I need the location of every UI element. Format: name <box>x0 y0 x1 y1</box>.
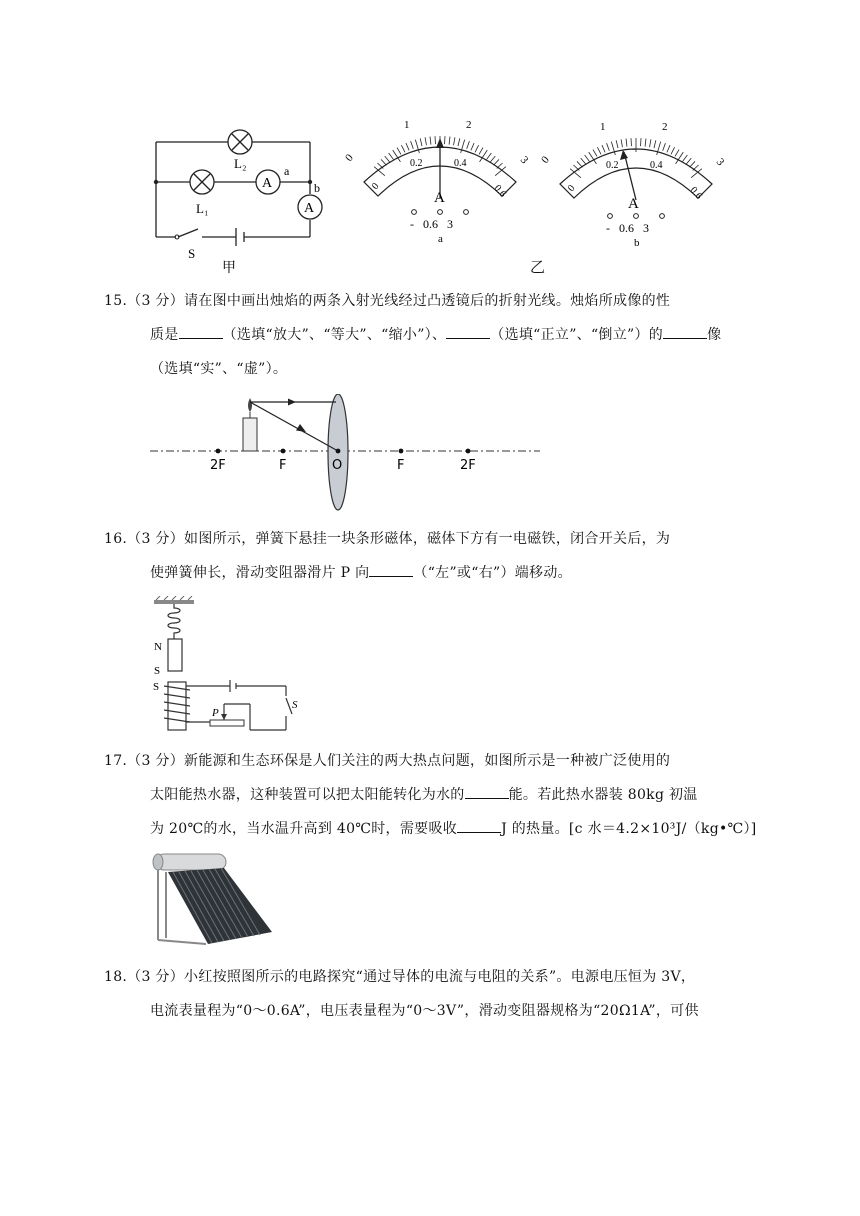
terminals-b: - 0.6 3 <box>606 221 649 235</box>
question-16 <box>104 522 734 590</box>
answer-blank[interactable] <box>369 562 413 577</box>
scale-bot-0: 0 <box>369 181 382 192</box>
dial-tick <box>654 140 656 148</box>
label-f-left: F <box>279 458 287 473</box>
q18-line1: 18.（3 分）小红按照图所示的电路探究“通过导体的电流与电阻的关系”。电源电压恒为 3V， <box>104 969 696 985</box>
dial-tick <box>449 137 450 145</box>
label-switch: S <box>292 699 298 711</box>
meter-a-label: a <box>438 233 443 245</box>
scale-top-0: 0 <box>343 152 356 164</box>
answer-blank[interactable] <box>457 818 501 833</box>
dial-tick <box>377 163 383 168</box>
scale-bot-04: 0.4 <box>650 160 663 171</box>
dial-tick <box>693 165 699 170</box>
dial-tick <box>602 145 605 152</box>
bar-magnet <box>168 639 182 671</box>
q17-line3: 为 20℃的水，当水温升高到 40℃时，需要吸收 J 的热量。[c 水＝4.2×10³J/（kg•℃）] <box>104 812 734 846</box>
label-n: N <box>154 641 162 653</box>
dial-tick <box>616 140 618 148</box>
dial-tick <box>494 159 499 165</box>
dial-tick <box>667 145 670 152</box>
dial-tick <box>430 137 431 145</box>
dial-tick <box>645 139 646 147</box>
incident-ray-center <box>250 402 338 451</box>
meter-b-label: b <box>634 237 640 249</box>
unit-b: A <box>628 196 639 212</box>
dial-tick <box>487 153 492 159</box>
q17-line2: 太阳能热水器，这种装置可以把太阳能转化为水的 能。若此热水器装 80kg 初温 <box>104 778 734 812</box>
label-s-coil: S <box>153 681 160 693</box>
scale-bot-0: 0 <box>565 183 578 194</box>
ammeter-a-symbol: A <box>262 176 273 191</box>
ammeter-b-symbol: A <box>304 201 315 216</box>
dial-tick <box>475 145 479 152</box>
label-l2: L₂ <box>234 156 247 171</box>
dial-tick <box>683 155 688 161</box>
caption-jia: 甲 <box>222 261 236 276</box>
q15-line1: 15.（3 分）请在图中画出烛焰的两条入射光线经过凸透镜后的折射光线。烛焰所成像的性 <box>104 293 671 309</box>
ammeter-dial-b <box>538 112 734 252</box>
scale-bot-02: 0.2 <box>606 160 619 171</box>
q15-line2: 质是 （选填“放大”、“等大”、“缩小”）、 （选填“正立”、“倒立”）的 像 <box>104 318 734 352</box>
dial-tick <box>397 148 401 155</box>
scale-bot-06: 0.6 <box>491 182 509 200</box>
dial-tick <box>675 150 679 157</box>
dial-tick <box>467 141 470 149</box>
scale-top-1: 1 <box>404 119 410 131</box>
scale-top-0: 0 <box>539 154 552 166</box>
ammeter-dial-a <box>342 110 538 250</box>
dial-tick <box>411 141 414 149</box>
dial-tick <box>577 161 582 167</box>
candle <box>243 418 257 451</box>
label-p: P <box>212 707 219 719</box>
label-b: b <box>314 181 320 195</box>
label-s-magnet: S <box>154 665 161 677</box>
needle-b <box>624 152 636 200</box>
dial-tick <box>607 143 610 151</box>
scale-top-2: 2 <box>466 119 472 131</box>
scale-bot-04: 0.4 <box>454 158 467 169</box>
scale-bot-06: 0.6 <box>687 184 705 202</box>
dial-tick <box>381 159 386 165</box>
q16-line1: 16.（3 分）如图所示，弹簧下悬挂一块条形磁体，磁体下方有一电磁铁，闭合开关后，为 <box>104 531 671 547</box>
q16-line2: 使弹簧伸长，滑动变阻器滑片 P 向 （“左”或“右”）端移动。 <box>104 556 734 590</box>
water-tank <box>156 854 226 870</box>
dial-tick <box>593 150 597 157</box>
label-2f-left: 2F <box>210 458 226 473</box>
dial-tick <box>385 156 390 162</box>
question-18 <box>104 960 734 1028</box>
label-a: a <box>284 164 290 178</box>
scale-top-2: 2 <box>662 121 668 133</box>
answer-blank[interactable] <box>446 324 490 339</box>
dial-tick <box>454 137 455 145</box>
dial-tick <box>471 143 474 150</box>
flame-icon <box>248 398 252 412</box>
answer-blank[interactable] <box>663 324 707 339</box>
label-l1: L₁ <box>196 201 209 216</box>
dial-tick <box>585 155 590 161</box>
dial-tick <box>621 139 622 147</box>
question-17 <box>104 744 757 846</box>
question-15 <box>104 284 734 386</box>
dial-tick <box>479 148 483 155</box>
label-o: O <box>332 458 343 473</box>
circuit-diagram-jia <box>148 120 324 280</box>
scale-top-1: 1 <box>600 121 606 133</box>
dial-tick <box>581 158 586 164</box>
dial-tick <box>690 161 695 167</box>
dial-tick <box>406 143 409 150</box>
label-switch-s: S <box>188 246 196 261</box>
dial-tick <box>671 147 675 154</box>
dial-tick <box>663 143 666 151</box>
dial-tick <box>401 145 405 152</box>
scale-top-3: 3 <box>517 154 531 167</box>
scale-bot-02: 0.2 <box>410 158 423 169</box>
rheostat <box>210 720 244 726</box>
solar-water-heater-image <box>146 848 276 948</box>
ceiling <box>154 600 194 604</box>
answer-blank[interactable] <box>465 784 509 799</box>
dial-tick <box>650 139 651 147</box>
label-f-right: F <box>397 458 405 473</box>
slider-p <box>221 714 227 720</box>
dial-tick <box>686 158 691 164</box>
electromagnet-diagram <box>150 596 310 736</box>
terminals-a: - 0.6 3 <box>410 217 453 231</box>
label-2f-right: 2F <box>460 458 476 473</box>
q18-line2: 电流表量程为“0～0.6A”，电压表量程为“0～3V”，滑动变阻器规格为“20Ω1A”，可供 <box>150 1003 699 1019</box>
convex-lens-diagram <box>148 394 548 514</box>
scale-top-3: 3 <box>713 156 727 169</box>
q17-line1: 17.（3 分）新能源和生态环保是人们关注的两大热点问题，如图所示是一种被广泛使用的 <box>104 753 671 769</box>
dial-tick <box>490 156 495 162</box>
dial-tick <box>497 163 503 168</box>
dial-tick <box>626 139 627 147</box>
answer-blank[interactable] <box>179 324 223 339</box>
dial-tick <box>573 165 579 170</box>
spring <box>168 604 180 639</box>
dial-tick <box>420 138 422 146</box>
unit-a: A <box>434 190 445 206</box>
q15-line3: （选填“实”、“虚”）。 <box>150 361 288 377</box>
caption-yi: 乙 <box>530 258 546 276</box>
dial-tick <box>597 147 601 154</box>
dial-tick <box>458 138 460 146</box>
dial-tick <box>389 153 394 159</box>
dial-tick <box>425 137 426 145</box>
